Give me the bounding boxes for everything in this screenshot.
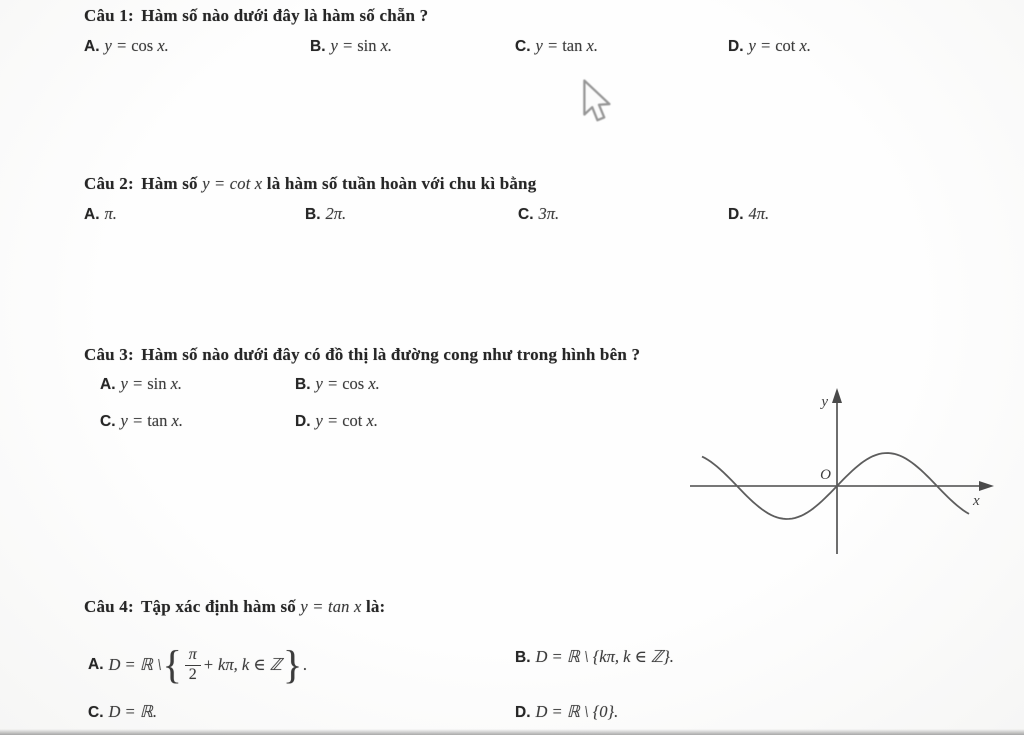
option-letter: A.	[84, 38, 100, 55]
option-letter: C.	[100, 413, 116, 430]
q2-option-c	[518, 204, 559, 224]
option-value: 2π.	[325, 204, 347, 223]
question-4-header	[84, 597, 385, 617]
fraction-numerator: π	[185, 646, 201, 666]
q3-option-b	[295, 374, 380, 394]
option-value: 4π.	[748, 204, 770, 223]
option-letter: C.	[518, 206, 534, 223]
option-value: y = cos x.	[104, 36, 169, 55]
option-letter: C.	[88, 704, 104, 721]
period: .	[303, 655, 308, 674]
question-2-number: Câu 2:	[84, 174, 134, 193]
option-value: y = tan x.	[535, 36, 598, 55]
question-3-header	[84, 345, 640, 365]
q1-option-a	[84, 36, 169, 56]
q2-option-b	[305, 204, 346, 224]
q3-option-c	[100, 411, 183, 431]
option-value: D = ℝ \ {0}.	[535, 702, 619, 721]
photo-edge-shadow	[0, 729, 1024, 735]
option-letter: C.	[515, 38, 531, 55]
option-letter: A.	[88, 656, 104, 673]
option-value: D = ℝ.	[108, 702, 157, 721]
question-3-text: Hàm số nào dưới đây có đồ thị là đường cong như trong hình bên ?	[141, 345, 641, 364]
q3-option-d	[295, 411, 378, 431]
option-letter: B.	[305, 206, 321, 223]
q3-option-a	[100, 374, 182, 394]
x-axis-arrow-icon	[979, 481, 994, 491]
question-2-text-pre: Hàm số	[141, 174, 198, 193]
option-letter: B.	[515, 649, 531, 666]
option-value: y = sin x.	[330, 36, 393, 55]
question-4-math: y = tan x	[300, 597, 362, 616]
option-value: 3π.	[538, 204, 560, 223]
option-letter: A.	[100, 376, 116, 393]
option-value: y = cot x.	[748, 36, 811, 55]
option-letter: D.	[728, 38, 744, 55]
fraction-denominator: 2	[188, 666, 197, 683]
option-value: y = cos x.	[315, 374, 380, 393]
question-1-text: Hàm số nào dưới đây là hàm số chẵn ?	[141, 6, 429, 25]
question-1-number: Câu 1:	[84, 6, 134, 25]
fraction	[185, 646, 201, 685]
sine-curve-figure	[688, 386, 1013, 564]
option-letter: D.	[295, 413, 311, 430]
q1-option-b	[310, 36, 392, 56]
mouse-cursor-icon	[581, 79, 617, 127]
question-2-text-post: là hàm số tuần hoàn với chu kì bằng	[266, 174, 537, 193]
option-letter: B.	[295, 376, 311, 393]
question-1-header	[84, 6, 428, 26]
option-value-post: + kπ, k ∈ ℤ	[202, 655, 282, 674]
option-letter: B.	[310, 38, 326, 55]
question-4-number: Câu 4:	[84, 597, 134, 616]
q4-option-b	[515, 647, 674, 667]
option-value-pre: D = ℝ \	[108, 655, 162, 674]
question-2-header	[84, 174, 536, 194]
q4-option-c	[88, 702, 157, 722]
question-4-text-post: là:	[365, 597, 386, 616]
option-value: y = tan x.	[120, 411, 183, 430]
option-value: π.	[104, 204, 117, 223]
option-value: D = ℝ \ {kπ, k ∈ ℤ}.	[535, 647, 674, 666]
q4-option-d	[515, 702, 618, 722]
question-3-number: Câu 3:	[84, 345, 134, 364]
q1-option-c	[515, 36, 598, 56]
y-axis-label: y	[821, 394, 828, 410]
q2-option-d	[728, 204, 769, 224]
question-2-math: y = cot x	[202, 174, 263, 193]
option-letter: D.	[515, 704, 531, 721]
origin-label: O	[820, 467, 831, 483]
q2-option-a	[84, 204, 117, 224]
x-axis-label: x	[973, 493, 980, 509]
option-value: y = cot x.	[315, 411, 378, 430]
question-4-text-pre: Tập xác định hàm số	[141, 597, 296, 616]
y-axis-arrow-icon	[832, 388, 842, 403]
q1-option-d	[728, 36, 811, 56]
option-letter: A.	[84, 206, 100, 223]
option-letter: D.	[728, 206, 744, 223]
option-value: y = sin x.	[120, 374, 183, 393]
q4-option-a: A. D = ℝ \ { $\frac{\pi}{2}$ + kπ, k ∈ ℤ } .	[88, 642, 308, 687]
